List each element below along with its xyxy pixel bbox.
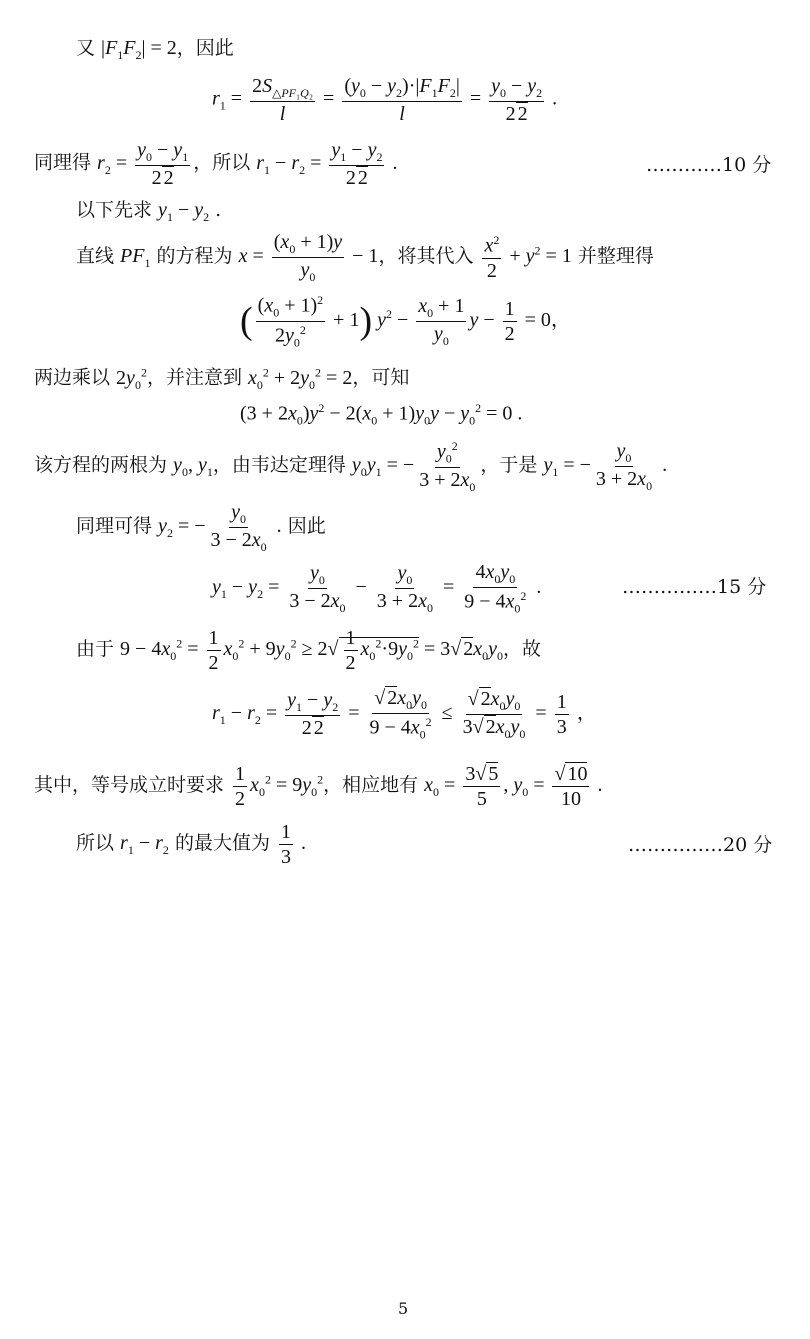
formula-quadratic-1: ( $\frac{(x_0 + 1)^2}{2y_0^2}$ + 1) $y^2$ − $\frac{x_0 + 1}{y_0}$ y − $\frac{1}{2}$ = 0，: [240, 293, 571, 350]
formula-quadratic-2: $(3 + 2x_0)y^2 - 2(x_0 + 1)y_0y - y_0^2 = 0$ .: [240, 401, 523, 428]
line-y2: 同理可得 $y_2$ = − $\frac{y_0}{3 - 2x_0}$ . 因此: [76, 501, 326, 554]
line-find-y1-y2: 以下先求 $y_1 - y_2$ .: [76, 199, 222, 224]
score-10: …………10 分: [646, 154, 772, 176]
line-conclusion: 所以 $r_1 - r_2$ 的最大值为 $\frac{1}{3}$ .: [76, 821, 307, 868]
line-r2: 同理得 $r_2$ = $\frac{y_0 - y_1}{2 2}$ ，所以 $r_1 - r_2$ = $\frac{y_1 - y_2}{2 2}$ .: [34, 139, 398, 189]
score-20: ……………20 分: [628, 834, 773, 856]
line-given-f1f2: 又 $|F_1F_2| = 2$，因此: [76, 37, 234, 62]
line-multiply: 两边乘以 $2y_0^2$，并注意到 $x_0^2 + 2y_0^2 = 2$，可知: [34, 365, 410, 392]
line-vieta: 该方程的两根为 $y_0$, $y_1$，由韦达定理得 $y_0y_1$ = − $\frac{y_0^2}{3 + 2x_0}$ ，于是 $y_1$ = − $\frac{y_0}{3 + 2x_0}$ .: [34, 439, 668, 494]
formula-y1-y2: $y_1 - y_2$ = $\frac{y_0}{3 - 2x_0}$ − $\frac{y_0}{3 + 2x_0}$ = $\frac{4x_0y_0}{9 - 4x_0^2}$ .: [212, 561, 542, 616]
line-pf1-equation: 直线 $PF_1$ 的方程为 x = $\frac{(x_0 + 1)y}{y_0}$ − 1，将其代入 $\frac{x^2}{2}$ + $y^2 = 1$ 并整理得: [76, 231, 654, 284]
formula-r1: $r_1$ = $\frac{2S_{\triangle PF_1Q_2}}{l}$ = $\frac{(y_0 - y_2)\cdot|F_1F_2|}{l}$ = $\frac{y_0 - y_2}{2 2}$ .: [212, 75, 558, 125]
formula-inequality: $r_1 - r_2$ = $\frac{y_1 - y_2}{2 2}$ = $\frac{√ 2x_0y_0}{9 - 4x_0^2}$ ≤ $\frac{√ 2x_0y_0}{3√ 2x_0y_0}$ = $\frac{1}{3}$ ，: [212, 687, 597, 742]
line-am-gm: 由于 $9 - 4x_0^2$ = $\frac{1}{2}$ $x_0^2 + 9y_0^2 \ge 2√$ $\frac{1}{2}$ $x_0^2\cdot 9y_0^2 = 3√$ $2x_0y_0$，故: [76, 627, 542, 674]
page-number: 5: [398, 1299, 409, 1318]
line-equality: 其中，等号成立时要求 $\frac{1}{2}$ $x_0^2 = 9y_0^2$，相应地有 $x_0$ = $\frac{3√ 5}{5}$ , $y_0$ = $\frac{√ 10}{10}$ .: [34, 763, 603, 810]
score-15: ……………15 分: [622, 576, 767, 598]
